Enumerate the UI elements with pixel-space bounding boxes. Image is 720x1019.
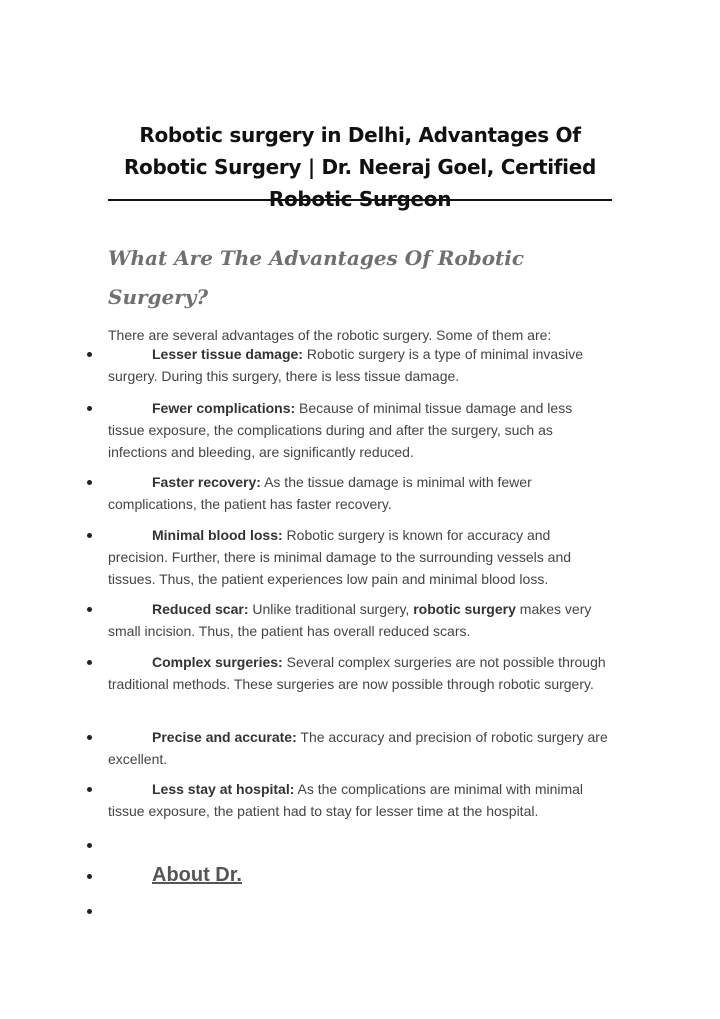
bullet-icon xyxy=(87,406,92,411)
item-description-end: makes very small incision. Thus, the patient has overall reduced scars. xyxy=(108,601,592,639)
section-heading: What Are The Advantages Of Robotic Surgery? xyxy=(108,245,525,309)
item-term: Minimal blood loss: xyxy=(152,527,283,543)
item-term: Precise and accurate: xyxy=(152,729,297,745)
item-term: Reduced scar: xyxy=(152,601,249,617)
item-term: Faster recovery: xyxy=(152,474,261,490)
list-item-less-stay-at-hospital xyxy=(108,778,612,822)
bullet-icon xyxy=(87,660,92,665)
bullet-icon xyxy=(87,874,92,879)
item-description: The accuracy and precision of robotic surgery are excellent. xyxy=(108,729,608,767)
list-item-about xyxy=(108,865,612,888)
list-item-reduced-scar xyxy=(108,598,612,642)
item-description: As the tissue damage is minimal with fewer complications, the patient has faster recovery. xyxy=(108,474,532,512)
item-term: Less stay at hospital: xyxy=(152,781,295,797)
item-description: Unlike traditional surgery, xyxy=(248,601,414,617)
bullet-icon xyxy=(87,480,92,485)
robotic-surgery-link[interactable]: robotic surgery xyxy=(413,601,516,617)
list-item-complex-surgeries xyxy=(108,651,612,695)
about-dr-link[interactable]: About Dr. xyxy=(152,864,242,886)
item-description: Because of minimal tissue damage and less tissue exposure, the complications during and after the surgery, such as infections and bleeding, are significantly reduced. xyxy=(108,400,573,460)
item-description: Robotic surgery is a type of minimal invasive surgery. During this surgery, there is less tissue damage. xyxy=(108,346,584,384)
bullet-icon xyxy=(87,843,92,848)
list-item-empty xyxy=(108,900,612,922)
item-description: As the complications are minimal with minimal tissue exposure, the patient had to stay for lesser time at the hospital. xyxy=(108,781,584,819)
page-title: Robotic surgery in Delhi, Advantages Of Robotic Surgery | Dr. Neeraj Goel, Certified Robotic Surgeon xyxy=(123,123,597,212)
item-description: Robotic surgery is known for accuracy and precision. Further, there is minimal damage to the surrounding vessels and tissues. Thus, the patient experiences low pain and minimal blood loss. xyxy=(108,527,572,587)
list-item-empty xyxy=(108,834,612,856)
bullet-icon xyxy=(87,909,92,914)
bullet-icon xyxy=(87,735,92,740)
bullet-icon xyxy=(87,352,92,357)
bullet-icon xyxy=(87,533,92,538)
list-item-lesser-tissue-damage xyxy=(108,343,612,387)
item-term: Fewer complications: xyxy=(152,400,296,416)
bullet-icon xyxy=(87,607,92,612)
item-term: Complex surgeries: xyxy=(152,654,283,670)
bullet-icon xyxy=(87,787,92,792)
list-item-minimal-blood-loss xyxy=(108,524,612,590)
intro-paragraph: There are several advantages of the robotic surgery. Some of them are: xyxy=(108,327,552,343)
list-item-faster-recovery xyxy=(108,471,612,515)
list-item-precise-and-accurate xyxy=(108,726,612,770)
item-description: Several complex surgeries are not possible through traditional methods. These surgeries are now possible through robotic surgery. xyxy=(108,654,606,692)
item-term: Lesser tissue damage: xyxy=(152,346,303,362)
list-item-fewer-complications xyxy=(108,397,612,463)
